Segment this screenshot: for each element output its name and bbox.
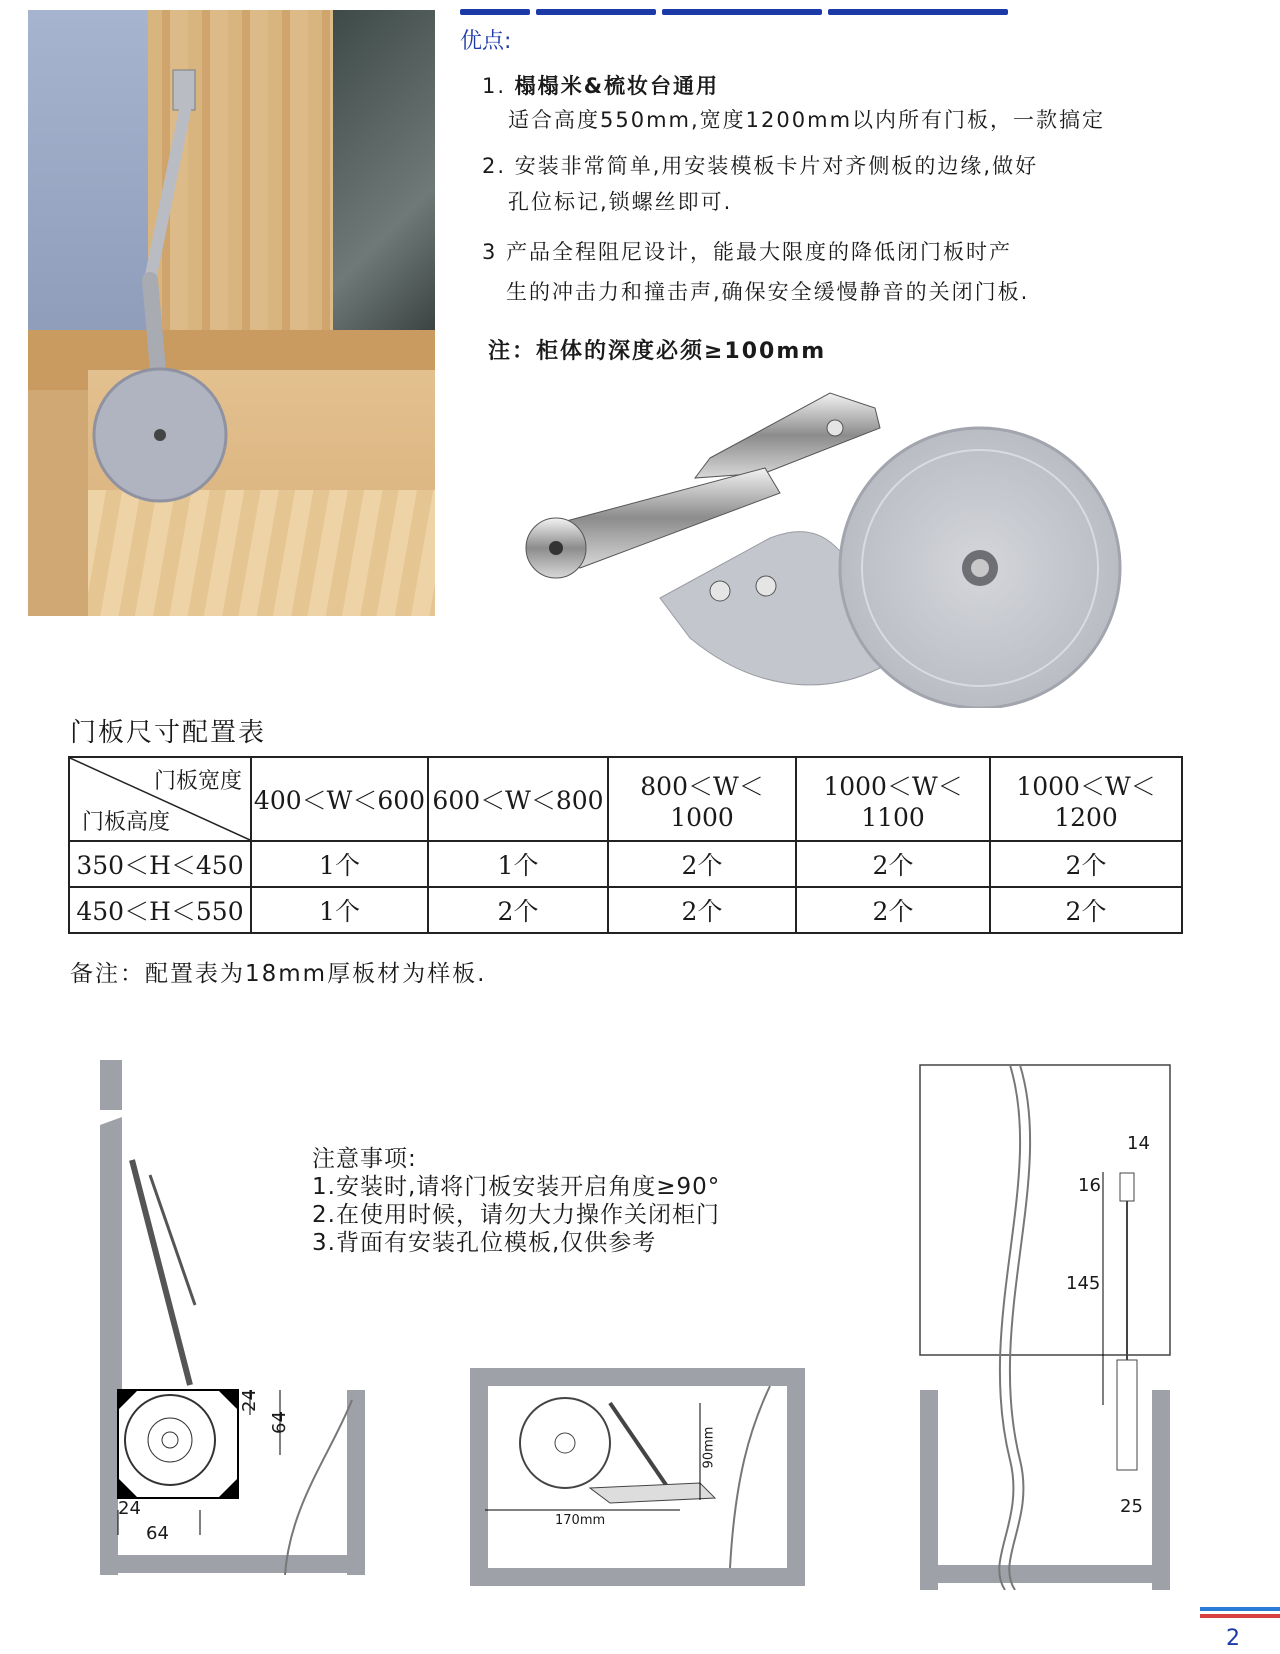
dim-24-horizontal: 24 — [118, 1498, 141, 1519]
table-cell: 2个 — [608, 887, 796, 933]
advantage-3-number: 3 — [482, 240, 498, 264]
row-label: 350＜H＜450 — [69, 841, 251, 887]
advantage-3-line2: 生的冲击力和撞击声,确保安全缓慢静音的关闭门板. — [506, 280, 1030, 304]
notice-block — [312, 1145, 720, 1257]
dim-16: 16 — [1078, 1175, 1101, 1196]
corner-accent-blue — [1200, 1607, 1280, 1611]
table-cell: 2个 — [608, 841, 796, 887]
dim-14: 14 — [1127, 1133, 1150, 1154]
door-size-config-table — [68, 756, 1183, 934]
advantage-1 — [482, 70, 719, 100]
column-header: 400＜W＜600 — [251, 757, 428, 841]
middle-installation-drawing — [470, 1368, 810, 1588]
table-corner-cell — [69, 757, 251, 841]
row-label: 450＜H＜550 — [69, 887, 251, 933]
column-header: 1000＜W＜1100 — [796, 757, 990, 841]
table-row — [69, 887, 1182, 933]
left-installation-drawing — [90, 1055, 380, 1575]
notice-title: 注意事项: — [312, 1146, 417, 1172]
advantage-2 — [482, 150, 1038, 180]
column-header: 600＜W＜800 — [428, 757, 608, 841]
corner-height-label: 门板高度 — [82, 810, 171, 835]
notice-item: 3.背面有安装孔位模板,仅供参考 — [312, 1230, 657, 1256]
advantage-2-line2: 孔位标记,锁螺丝即可. — [508, 190, 733, 214]
dim-90mm: 90mm — [701, 1426, 717, 1469]
advantage-1-heading: 榻榻米&梳妆台通用 — [514, 74, 720, 98]
table-cell: 1个 — [251, 887, 428, 933]
table-cell: 1个 — [251, 841, 428, 887]
dim-64-vertical: 64 — [268, 1411, 290, 1434]
table-cell: 1个 — [428, 841, 608, 887]
installation-photo — [28, 10, 435, 616]
table-cell: 2个 — [796, 887, 990, 933]
notice-item: 2.在使用时候，请勿大力操作关闭柜门 — [312, 1202, 720, 1228]
dim-25: 25 — [1120, 1496, 1143, 1517]
advantage-3-line1: 产品全程阻尼设计，能最大限度的降低闭门板时产 — [506, 240, 1013, 264]
advantages-title: 优点: — [460, 29, 512, 54]
table-cell: 2个 — [990, 887, 1182, 933]
page-number: 2 — [1226, 1626, 1240, 1651]
advantage-3 — [482, 236, 1012, 266]
table-header-row — [69, 757, 1182, 841]
table-row — [69, 841, 1182, 887]
table-footnote: 备注：配置表为18mm厚板材为样板. — [70, 961, 487, 987]
dim-64-horizontal: 64 — [146, 1523, 169, 1544]
advantage-2-line1: 安装非常简单,用安装模板卡片对齐侧板的边缘,做好 — [514, 154, 1039, 178]
table-cell: 2个 — [796, 841, 990, 887]
table-title: 门板尺寸配置表 — [70, 718, 267, 748]
dim-170mm: 170mm — [555, 1513, 606, 1528]
corner-width-label: 门板宽度 — [153, 769, 242, 794]
dim-145: 145 — [1066, 1273, 1101, 1294]
column-header: 800＜W＜1000 — [608, 757, 796, 841]
corner-accent-red — [1200, 1614, 1280, 1618]
advantage-2-number: 2. — [482, 154, 507, 178]
table-cell: 2个 — [428, 887, 608, 933]
advantage-1-number: 1. — [482, 74, 507, 98]
dim-24-vertical: 24 — [238, 1389, 260, 1412]
cropped-title-strip — [460, 0, 1060, 8]
product-mechanism-image — [520, 368, 1160, 708]
table-cell: 2个 — [990, 841, 1182, 887]
notice-item: 1.安装时,请将门板安装开启角度≥90° — [312, 1174, 721, 1200]
depth-note: 注：柜体的深度必须≥100mm — [488, 339, 827, 364]
advantage-1-text: 适合高度550mm,宽度1200mm以内所有门板，一款搞定 — [508, 108, 1106, 132]
column-header: 1000＜W＜1200 — [990, 757, 1182, 841]
